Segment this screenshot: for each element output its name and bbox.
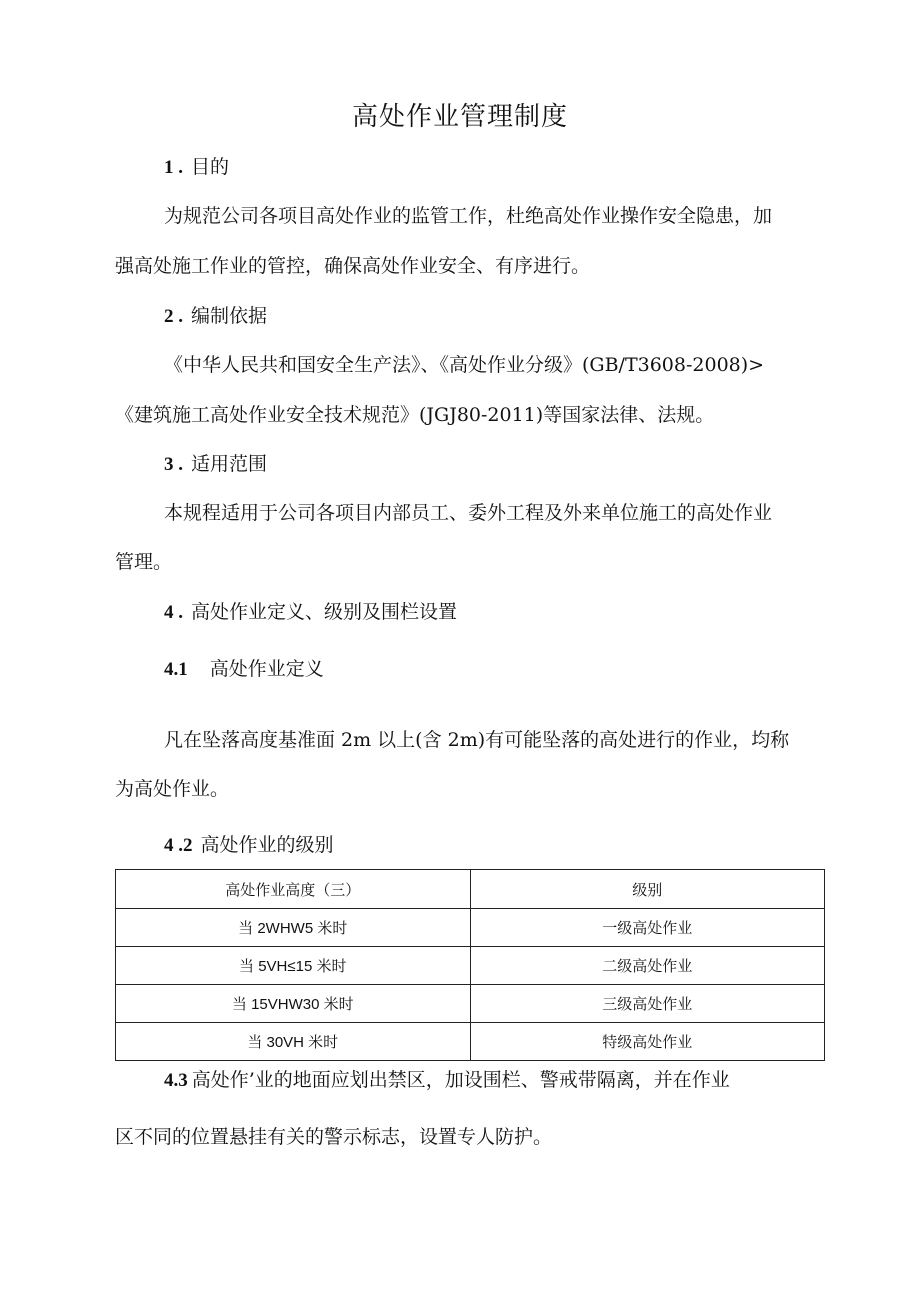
table-cell-height: 当 5VH≤15 米时 [116, 947, 471, 985]
section-number: 2 . [164, 306, 183, 327]
table-header-row [116, 870, 825, 909]
table-row [116, 947, 825, 985]
section-title: 高处作业定义、级别及围栏设置 [191, 601, 458, 623]
table-row [116, 909, 825, 947]
paragraph-line: 本规程适用于公司各项目内部员工、委外工程及外来单位施工的高处作业 [164, 502, 773, 524]
section-2-heading [164, 303, 267, 330]
section-3-heading [164, 451, 267, 478]
paragraph-line: 强高处施工作业的管控，确保高处作业安全、有序进行。 [115, 255, 591, 277]
subsection-4-3-line [164, 1067, 730, 1094]
table-cell-height: 当 30VH 米时 [116, 1023, 471, 1061]
table-cell-level: 三级高处作业 [470, 985, 824, 1023]
section-title: 目的 [191, 156, 230, 178]
height-level-table [115, 869, 825, 1061]
section-title: 高处作业定义 [209, 658, 324, 680]
paragraph-line: 《建筑施工高处作业安全技术规范》(JGJ80-2011)等国家法律、法规。 [115, 404, 715, 426]
section-number: 3 . [164, 454, 183, 475]
section-number: 1 . [164, 157, 183, 178]
table-header-cell: 高处作业高度（三） [116, 870, 471, 909]
section-number: 4.1 [164, 659, 188, 680]
paragraph-line: 为高处作业。 [115, 778, 230, 800]
table-cell-height: 当 2WHW5 米时 [116, 909, 471, 947]
section-number: 4 .2 [164, 835, 193, 856]
section-number: 4 . [164, 602, 183, 623]
subsection-4-2-heading [164, 832, 334, 859]
table-header-cell: 级别 [470, 870, 824, 909]
document-title: 高处作业管理制度 [351, 102, 568, 132]
paragraph-line: 管理。 [115, 551, 173, 573]
paragraph-line: 区不同的位置悬挂有关的警示标志，设置专人防护。 [115, 1126, 553, 1148]
section-4-heading [164, 599, 457, 626]
table-row [116, 985, 825, 1023]
section-1-heading [164, 154, 229, 181]
table-cell-level: 特级高处作业 [470, 1023, 824, 1061]
section-text: 高处作’业的地面应划出禁区，加设围栏、警戒带隔离，并在作业 [191, 1069, 730, 1091]
table-row [116, 1023, 825, 1061]
table-cell-height: 当 15VHW30 米时 [116, 985, 471, 1023]
subsection-4-1-heading [164, 656, 324, 683]
paragraph-line: 为规范公司各项目高处作业的监管工作，杜绝高处作业操作安全隐患，加 [164, 205, 773, 227]
table-cell-level: 二级高处作业 [470, 947, 824, 985]
section-title: 高处作业的级别 [200, 834, 334, 856]
paragraph-line: 《中华人民共和国安全生产法》、《高处作业分级》(GB/T3608-2008)> [164, 354, 765, 376]
table-cell-level: 一级高处作业 [470, 909, 824, 947]
paragraph-line: 凡在坠落高度基准面 2m 以上(含 2m)有可能坠落的高处进行的作业，均称 [164, 729, 790, 751]
section-title: 编制依据 [191, 305, 268, 327]
section-number: 4.3 [164, 1070, 188, 1091]
section-title: 适用范围 [191, 453, 268, 475]
